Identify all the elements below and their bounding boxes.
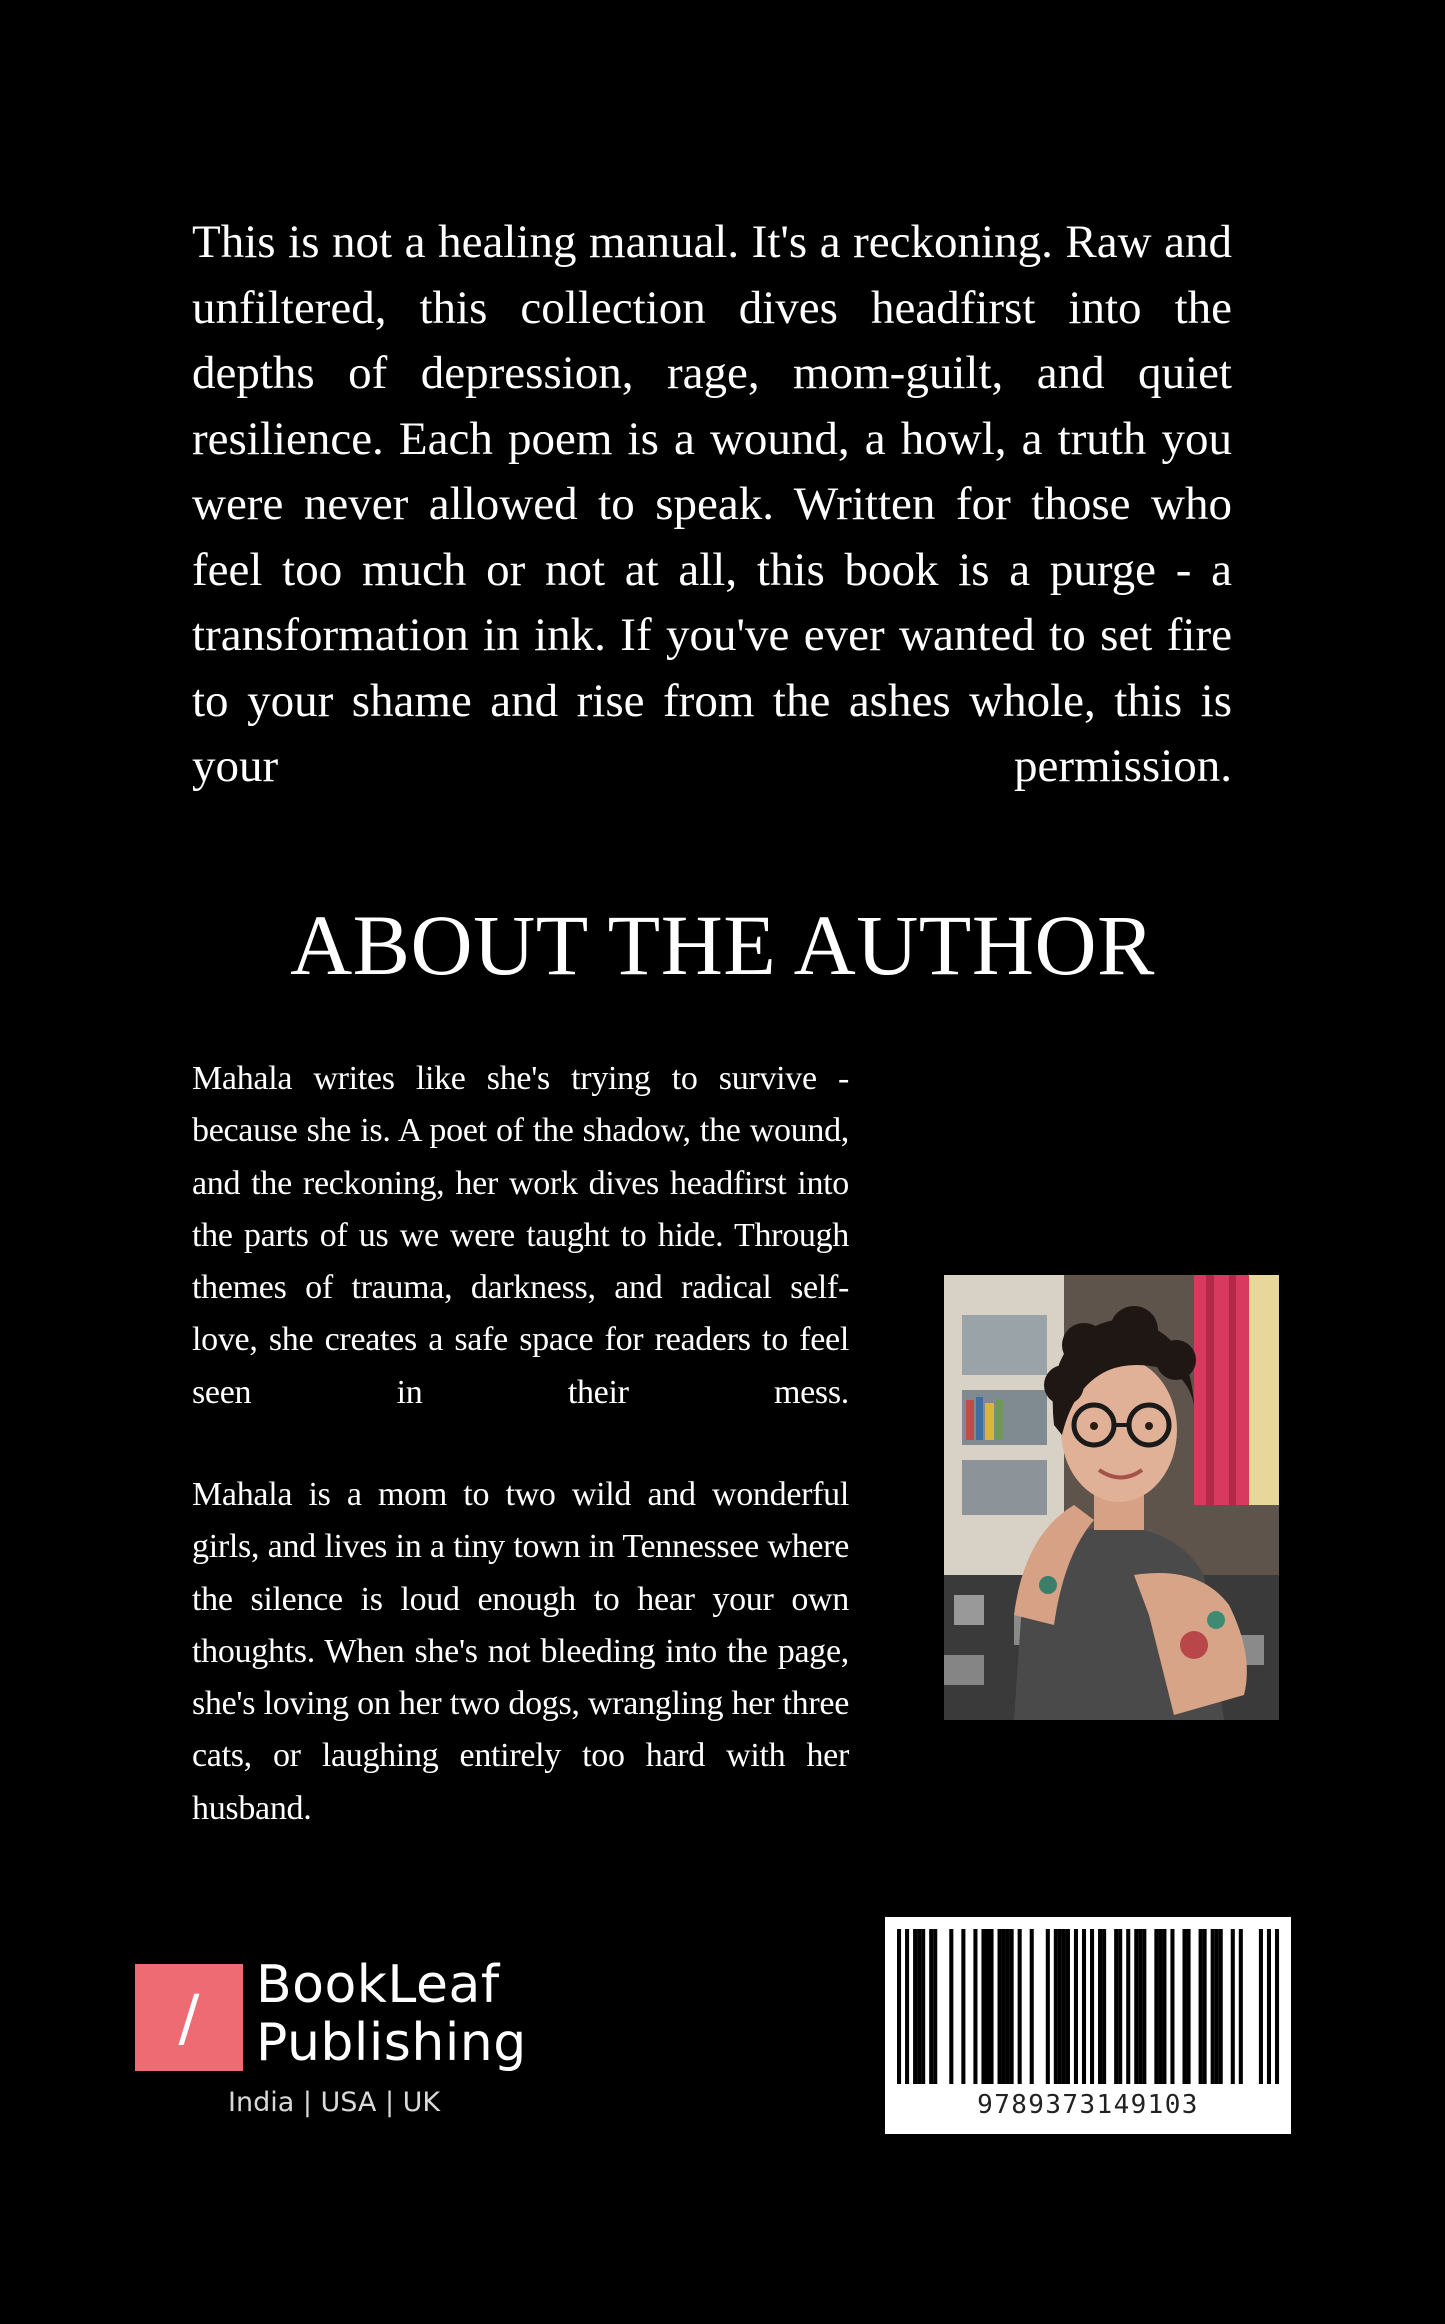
barcode-bar xyxy=(989,1929,993,2084)
barcode-bar xyxy=(1010,1929,1014,2084)
barcode-bar xyxy=(905,1929,909,2084)
barcode-bar xyxy=(1267,1929,1271,2084)
barcode-bar xyxy=(1138,1929,1142,2084)
barcode-bar xyxy=(1211,1929,1215,2084)
barcode-bar xyxy=(1162,1929,1166,2084)
barcode-bar xyxy=(1074,1929,1078,2084)
barcode-bar xyxy=(981,1929,985,2084)
barcode-bar xyxy=(998,1929,1002,2084)
barcode-bar xyxy=(1187,1929,1191,2084)
barcode-bar xyxy=(1203,1929,1207,2084)
barcode-bar xyxy=(1126,1929,1130,2084)
publisher-name-line-1: BookLeaf xyxy=(256,1955,500,2015)
barcode-bar xyxy=(1199,1929,1203,2084)
barcode-bars xyxy=(885,1917,1291,2087)
barcode-bar xyxy=(897,1929,901,2084)
barcode-bar xyxy=(1219,1929,1223,2084)
logo-mark xyxy=(135,1964,243,2071)
isbn-number: 9789373149103 xyxy=(977,2090,1199,2120)
barcode-bar xyxy=(921,1929,925,2084)
barcode-bar xyxy=(1002,1929,1006,2084)
barcode-bar xyxy=(1102,1929,1106,2084)
barcode-bar xyxy=(949,1929,953,2084)
publisher-name-line-2: Publishing xyxy=(256,2013,527,2073)
book-blurb: This is not a healing manual. It's a reckoning. Raw and unfiltered, this collection dives headfirst into the depths of depression, rage, mom-guilt, and quiet resilience. Each poem is a wound, a howl, a truth you were never allowed to speak. Written for those who feel too much or not at all, this book is a purge - a transformation in ink. If you've ever wanted to set fire to your shame and rise from the ashes whole, this is your permission. xyxy=(192,216,1232,792)
barcode-bar xyxy=(1182,1929,1186,2084)
publisher-regions: India | USA | UK xyxy=(228,2087,441,2118)
barcode-bar xyxy=(1062,1929,1066,2084)
barcode-bar xyxy=(1134,1929,1138,2084)
isbn-barcode xyxy=(885,1917,1291,2134)
barcode-bar xyxy=(1239,1929,1243,2084)
author-photo-illustration xyxy=(944,1275,1279,1720)
barcode-bar xyxy=(973,1929,977,2084)
barcode-bar xyxy=(933,1929,937,2084)
barcode-bar xyxy=(985,1929,989,2084)
barcode-bar xyxy=(1098,1929,1102,2084)
barcode-bar xyxy=(1231,1929,1235,2084)
barcode-bar xyxy=(1046,1929,1050,2084)
barcode-bar xyxy=(1058,1929,1062,2084)
barcode-bar xyxy=(1006,1929,1010,2084)
logo-slash-icon: / xyxy=(178,1981,200,2054)
publisher-name xyxy=(256,1956,527,2072)
barcode-bar xyxy=(961,1929,965,2084)
barcode-bar xyxy=(1275,1929,1279,2084)
publisher-logo xyxy=(135,1955,535,2132)
barcode-bar xyxy=(913,1929,917,2084)
barcode-bar xyxy=(1158,1929,1162,2084)
author-bio-paragraph-2: Mahala is a mom to two wild and wonderful girls, and lives in a tiny town in Tennessee where the silence is loud enough to hear your own thoughts. When she's not bleeding into the page, she's loving on her two dogs, wrangling her three cats, or laughing entirely too hard with her husband. xyxy=(192,1476,849,1827)
barcode-bar xyxy=(1170,1929,1174,2084)
barcode-bar xyxy=(1114,1929,1118,2084)
barcode-bar xyxy=(1082,1929,1086,2084)
barcode-bar xyxy=(1118,1929,1122,2084)
barcode-bar xyxy=(1259,1929,1263,2084)
barcode-bar xyxy=(1090,1929,1094,2084)
about-author-heading: ABOUT THE AUTHOR xyxy=(290,897,1155,993)
author-photo xyxy=(944,1275,1279,1720)
barcode-bar xyxy=(1215,1929,1219,2084)
barcode-bar xyxy=(1018,1929,1022,2084)
barcode-bar xyxy=(1154,1929,1158,2084)
barcode-bar xyxy=(917,1929,921,2084)
barcode-bar xyxy=(929,1929,933,2084)
barcode-bar xyxy=(1066,1929,1070,2084)
barcode-bar xyxy=(1030,1929,1034,2084)
author-bio-paragraph-1: Mahala writes like she's trying to survive - because she is. A poet of the shadow, the wound, and the reckoning, her work dives headfirst into the parts of us we were taught to hide. Through themes of trauma, darkness, and radical self-love, she creates a safe space for readers to feel seen in their mess. xyxy=(192,1060,849,1411)
barcode-bar xyxy=(1054,1929,1058,2084)
barcode-bar xyxy=(1142,1929,1146,2084)
